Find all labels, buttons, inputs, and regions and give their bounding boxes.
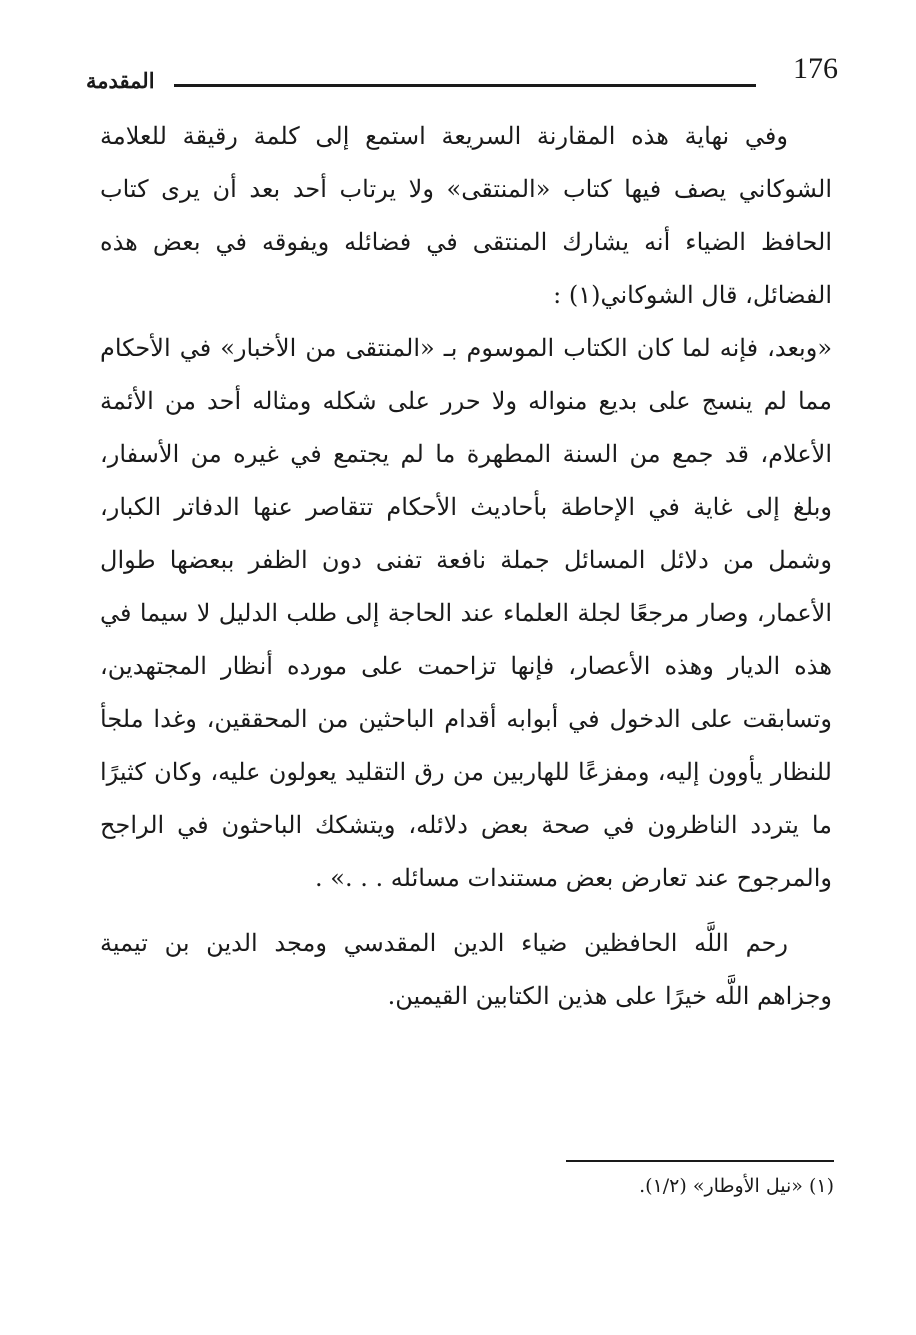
body-text (100, 110, 832, 1023)
section-title: المقدمة (86, 68, 155, 93)
header-rule (174, 84, 756, 87)
footnote-separator (566, 1160, 834, 1162)
page-number: 176 (793, 52, 838, 85)
intro-paragraph: وفي نهاية هذه المقارنة السريعة استمع إلى كلمة رقيقة للعلامة الشوكاني يصف فيها كتاب «المنتقى» ولا يرتاب أحد بعد أن يرى كتاب الحافظ الضياء أنه يشارك المنتقى في فضائله ويفوقه في بعض هذه الفضائل، قال الشوكاني(١) : (100, 122, 833, 309)
page-header (86, 52, 838, 96)
quotation-paragraph: «وبعد، فإنه لما كان الكتاب الموسوم بـ «المنتقى من الأخبار» في الأحكام مما لم ينسج على بديع منواله ولا حرر على شكله ومثاله أحد من الأئمة الأعلام، قد جمع من السنة المطهرة ما لم يجتمع في غيره من الأسفار، وبلغ إلى غاية في الإحاطة بأحاديث الأحكام تتقاصر عنها الدفاتر الكبار، وشمل من دلائل المسائل جملة نافعة تفنى دون الظفر ببعضها طوال الأعمار، وصار مرجعًا لجلة العلماء عند الحاجة إلى طلب الدليل لا سيما في هذه الديار وهذه الأعصار، فإنها تزاحمت على مورده أنظار المجتهدين، وتسابقت على الدخول في أبوابه أقدام الباحثين من المحققين، وغدا ملجأ للنظار يأوون إليه، ومفزعًا للهاربين من رق التقليد يعولون عليه، وكان كثيرًا ما يتردد الناظرون في صحة بعض دلائله، ويتشكك الباحثون في الراجح والمرجوح عند تعارض بعض مستندات مسائله . . .» . (100, 334, 832, 892)
footnote: (١) «نيل الأوطار» (١/٢). (639, 1175, 834, 1197)
closing-paragraph: رحم اللَّه الحافظين ضياء الدين المقدسي ومجد الدين بن تيمية وجزاهم اللَّه خيرًا على هذين الكتابين القيمين. (100, 929, 832, 1010)
